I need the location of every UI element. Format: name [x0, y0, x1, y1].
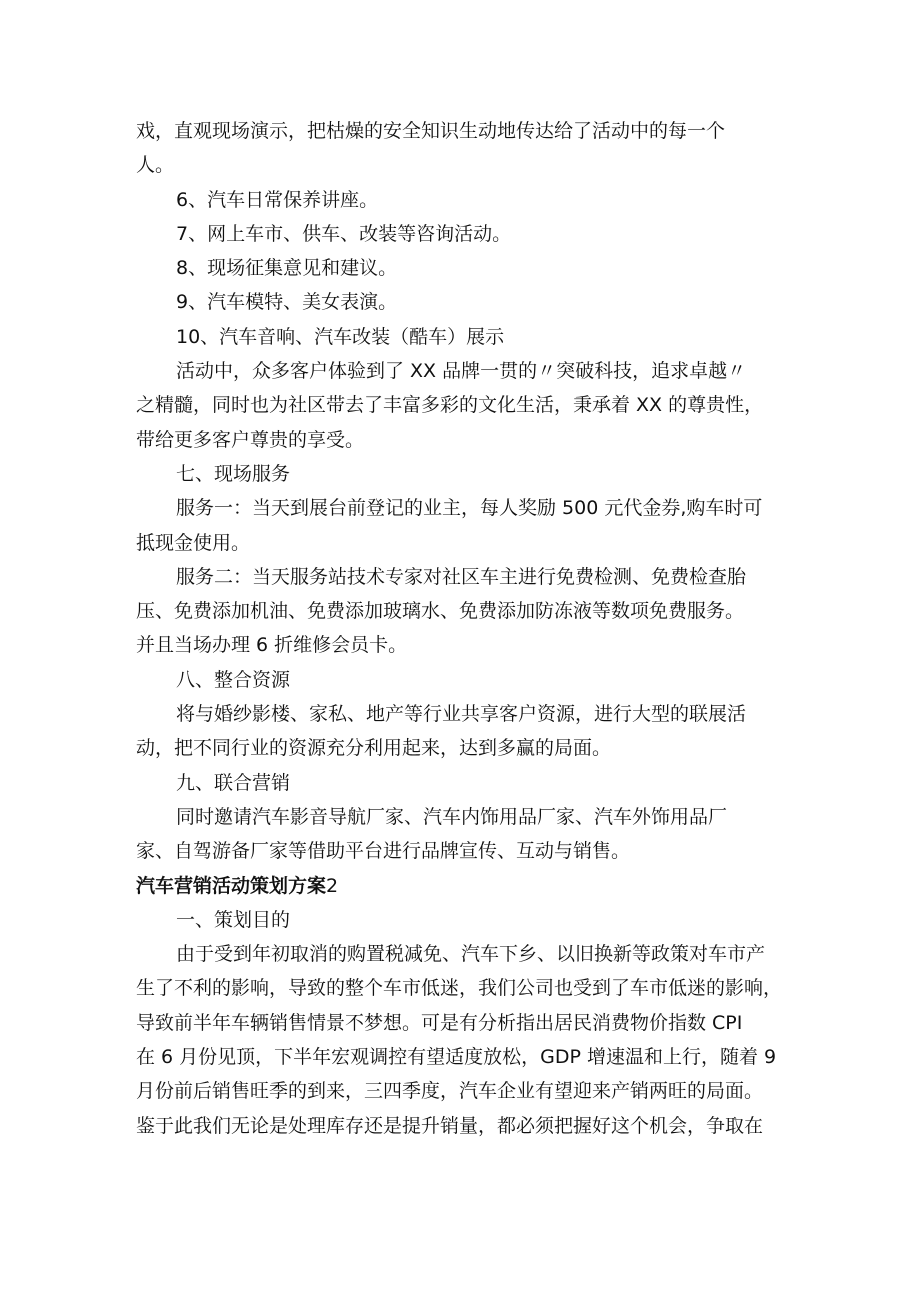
- paragraph-line: 带给更多客户尊贵的享受。: [136, 428, 365, 451]
- section-title: 八、整合资源: [176, 668, 291, 691]
- list-item: 10、汽车音响、汽车改装（酷车）展示: [176, 325, 505, 348]
- paragraph-line: 服务一：当天到展台前登记的业主，每人奖励 500 元代金券,购车时可: [176, 497, 763, 520]
- paragraph-line: 并且当场办理 6 折维修会员卡。: [136, 634, 408, 657]
- paragraph-line: 戏，直观现场演示，把枯燥的安全知识生动地传达给了活动中的每一个: [136, 120, 726, 142]
- paragraph-line: 同时邀请汽车影音导航厂家、汽车内饰用品厂家、汽车外饰用品厂: [176, 805, 728, 828]
- paragraph-line: 抵现金使用。: [136, 531, 251, 554]
- paragraph-line: 月份前后销售旺季的到来，三四季度，汽车企业有望迎来产销两旺的局面。: [136, 1080, 764, 1103]
- list-item: 7、网上车市、供车、改装等咨询活动。: [176, 222, 512, 245]
- paragraph-line: 导致前半年车辆销售情景不梦想。可是有分析指出居民消费物价指数 CPI: [136, 1011, 743, 1034]
- paragraph-line: 家、自驾游备厂家等借助平台进行品牌宣传、互动与销售。: [136, 840, 631, 863]
- paragraph-line: 动，把不同行业的资源充分利用起来，达到多赢的局面。: [136, 737, 612, 760]
- list-item: 6、汽车日常保养讲座。: [176, 188, 379, 211]
- paragraph-line: 活动中，众多客户体验到了 XX 品牌一贯的〃突破科技，追求卓越〃: [176, 360, 747, 383]
- section-title: 九、联合营销: [176, 771, 291, 794]
- paragraph-line: 压、免费添加机油、免费添加玻璃水、免费添加防冻液等数项免费服务。: [136, 600, 745, 623]
- list-item: 9、汽车模特、美女表演。: [176, 291, 398, 314]
- paragraph-line: 由于受到年初取消的购置税减免、汽车下乡、以旧换新等政策对车市产: [176, 943, 766, 966]
- paragraph-line: 之精髓，同时也为社区带去了丰富多彩的文化生活，秉承着 XX 的尊贵性，: [136, 394, 764, 417]
- paragraph-line: 人。: [136, 154, 175, 177]
- list-item: 8、现场征集意见和建议。: [176, 257, 398, 280]
- section-title: 七、现场服务: [176, 462, 291, 485]
- paragraph-line: 在 6 月份见顶，下半年宏观调控有望适度放松，GDP 增速温和上行，随着 9: [136, 1046, 777, 1069]
- heading-title: 汽车营销活动策划方案: [136, 874, 327, 897]
- paragraph-line: 生了不利的影响，导致的整个车市低迷，我们公司也受到了车市低迷的影响，: [136, 977, 783, 1000]
- heading-number: 2: [326, 874, 339, 897]
- document-heading: [136, 869, 798, 903]
- document-body: [136, 114, 798, 1143]
- paragraph-line: 将与婚纱影楼、家私、地产等行业共享客户资源，进行大型的联展活: [176, 703, 747, 726]
- section-title: 一、策划目的: [176, 908, 291, 931]
- paragraph-line: 鉴于此我们无论是处理库存还是提升销量，都必须把握好这个机会，争取在: [136, 1114, 764, 1137]
- paragraph-line: 服务二：当天服务站技术专家对社区车主进行免费检测、免费检查胎: [176, 565, 747, 588]
